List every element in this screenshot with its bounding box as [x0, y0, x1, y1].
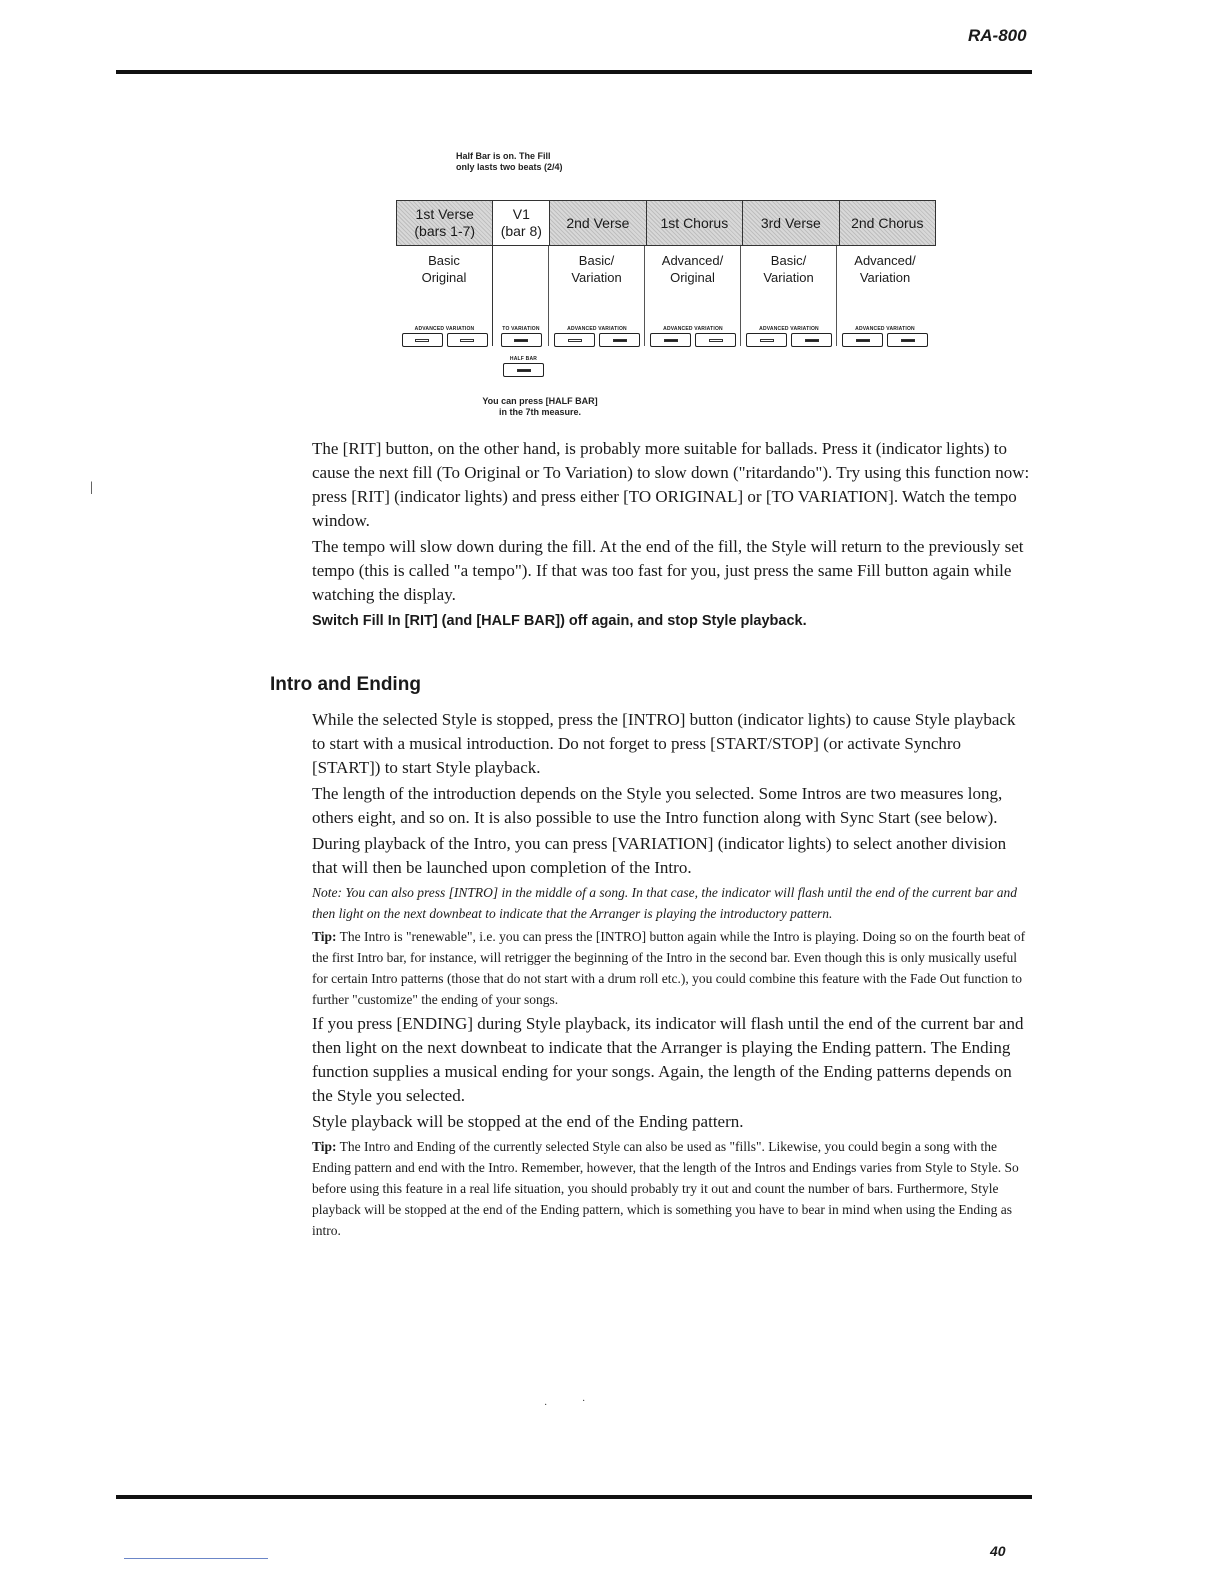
indicator-off-icon: [460, 339, 474, 342]
division-label: Basic/ Variation: [549, 246, 645, 346]
segment-cell: [647, 201, 743, 245]
indicator-on-icon: [901, 339, 915, 342]
page-number: 40: [990, 1543, 1006, 1559]
indicator-off-icon: [709, 339, 723, 342]
paragraph: While the selected Style is stopped, press the [INTRO] button (indicator lights) to cause Style playback to start with a musical introduction. Do not forget to press [START/STOP] (or activate Synchro [START]) to start Style playback.: [312, 710, 1016, 777]
button-panel: [837, 326, 933, 347]
advanced-button: [402, 333, 443, 347]
button-caption: TO VARIATION: [502, 326, 540, 332]
segment-sublabel: (bars 1-7): [414, 223, 476, 239]
button-caption: ADVANCED VARIATION: [663, 326, 723, 332]
division-label: Basic/ Variation: [741, 246, 837, 346]
indicator-off-icon: [568, 339, 582, 342]
tip-label: Tip:: [312, 1139, 337, 1154]
song-structure-diagram: [396, 200, 936, 362]
button-panel: [645, 326, 741, 347]
top-rule: [116, 70, 1032, 74]
button-panel: [741, 326, 837, 347]
variation-button: [887, 333, 928, 347]
advanced-button: [650, 333, 691, 347]
half-bar-button: [503, 363, 544, 377]
section-heading: Intro and Ending: [270, 674, 421, 695]
tip-label: Tip:: [312, 929, 337, 944]
segment-cell: [397, 201, 493, 245]
tip-text: The Intro and Ending of the currently selected Style can also be used as "fills". Likewise, you could begin a song with the Ending pattern and end with the Intro. Remember, however, that the length of the Intros and Endings varies from Style to Style. So before using this feature in a real life situation, you should probably try it out and count the number of bars. Furthermore, Style playback will be stopped at the end of the Ending pattern, which is something you have to bear in mind when using the Ending as intro.: [312, 1139, 1019, 1238]
to-variation-button: [501, 333, 542, 347]
footer-line: [124, 1558, 268, 1559]
button-caption: ADVANCED VARIATION: [567, 326, 627, 332]
tip-text: The Intro is "renewable", i.e. you can press the [INTRO] button again while the Intro is playing. Doing so on the fourth beat of the first Intro bar, for instance, will retrigger the beginning of the Intro in the second bar. Even though this is only musically useful for certain Intro patterns (those that do not start with a drum roll etc.), you could combine this feature with the Fade Out function to further "customize" the ending of your songs.: [312, 929, 1026, 1007]
paragraph: The tempo will slow down during the fill. At the end of the fill, the Style will return to the previously set tempo (this is called "a tempo"). If that was too fast for you, just press the same Fill button again while watching the display.: [312, 537, 1024, 604]
variation-button: [447, 333, 488, 347]
button-panel: [493, 326, 549, 347]
segment-cell: [550, 201, 646, 245]
indicator-on-icon: [805, 339, 819, 342]
page-header-model-code: RA-800: [968, 26, 1027, 45]
figure-bottom-note: [450, 396, 630, 418]
intro-section: [312, 708, 1032, 1243]
segment-cell: [840, 201, 935, 245]
indicator-on-icon: [664, 339, 678, 342]
button-caption: ADVANCED VARIATION: [855, 326, 915, 332]
half-bar-panel: [503, 356, 544, 377]
paragraph: During playback of the Intro, you can press [VARIATION] (indicator lights) to select another division that will then be launched upon completion of the Intro.: [312, 834, 1007, 877]
figure-bottom-note-line: in the 7th measure.: [498, 407, 582, 417]
indicator-on-icon: [514, 339, 528, 342]
segment-label: 2nd Chorus: [851, 214, 924, 231]
song-segments-row: [396, 200, 936, 246]
half-bar-caption: HALF BAR: [509, 356, 538, 362]
paragraph: The [RIT] button, on the other hand, is probably more suitable for ballads. Press it (indicator lights) to cause the next fill (To Original or To Variation) to slow down ("ritardando"). Try using this function now: press [RIT] (indicator lights) and press either [TO ORIGINAL] or [TO VARIATION]. Watch the tempo window.: [312, 439, 1030, 530]
stray-mark: ·: [544, 1400, 548, 1411]
segment-sublabel: (bar 8): [500, 223, 542, 239]
segment-label: 3rd Verse: [760, 214, 821, 231]
button-panel: [396, 326, 493, 347]
figure-bottom-note-line: You can press [HALF BAR]: [482, 396, 598, 406]
figure-top-note: [456, 151, 563, 173]
variation-button: [791, 333, 832, 347]
segment-label: 1st Verse: [415, 206, 474, 222]
indicator-on-icon: [613, 339, 627, 342]
paragraph: If you press [ENDING] during Style playback, its indicator will flash until the end of the current bar and then light on the next downbeat to indicate that the Arranger is playing the Ending pattern. The Ending function supplies a musical ending for your songs. Again, the length of the Ending patterns depends on the Style you selected.: [312, 1014, 1024, 1105]
segment-cell: [743, 201, 839, 245]
segment-cell: [493, 201, 550, 245]
division-label: Advanced/ Variation: [854, 253, 916, 285]
figure-top-note-line: only lasts two beats (2/4): [456, 162, 563, 172]
rit-section: [312, 437, 1032, 635]
segment-label: 2nd Verse: [566, 214, 630, 231]
figure-top-note-line: Half Bar is on. The Fill: [456, 151, 551, 161]
indicator-off-icon: [760, 339, 774, 342]
division-label: Advanced/ Original: [645, 246, 741, 346]
indicator-on-icon: [856, 339, 870, 342]
variation-button: [599, 333, 640, 347]
note: Note: You can also press [INTRO] in the middle of a song. In that case, the indicator will flash until the end of the current bar and then light on the next downbeat to indicate that the Arranger is playing the introductory pattern.: [312, 885, 1017, 921]
indicator-off-icon: [415, 339, 429, 342]
indicator-on-icon: [517, 369, 531, 372]
paragraph: The length of the introduction depends on the Style you selected. Some Intros are two measures long, others eight, and so on. It is also possible to use the Intro function along with Sync Start (see below).: [312, 784, 1003, 827]
tip: [312, 1136, 1032, 1241]
button-caption: ADVANCED VARIATION: [759, 326, 819, 332]
bottom-rule: [116, 1495, 1032, 1499]
advanced-button: [554, 333, 595, 347]
segment-label: 1st Chorus: [660, 214, 729, 231]
button-caption: ADVANCED VARIATION: [414, 326, 475, 332]
variation-button: [695, 333, 736, 347]
division-label: Basic Original: [396, 246, 493, 346]
paragraph: Style playback will be stopped at the end of the Ending pattern.: [312, 1112, 744, 1131]
advanced-button: [746, 333, 787, 347]
instruction: Switch Fill In [RIT] (and [HALF BAR]) off again, and stop Style playback.: [312, 613, 807, 629]
segment-label: V1: [512, 206, 530, 222]
button-panel: [549, 326, 645, 347]
advanced-button: [842, 333, 883, 347]
tip: [312, 926, 1032, 1010]
button-panels-row: [396, 326, 933, 347]
margin-mark: |: [90, 480, 93, 495]
stray-mark: ·: [582, 1396, 586, 1407]
